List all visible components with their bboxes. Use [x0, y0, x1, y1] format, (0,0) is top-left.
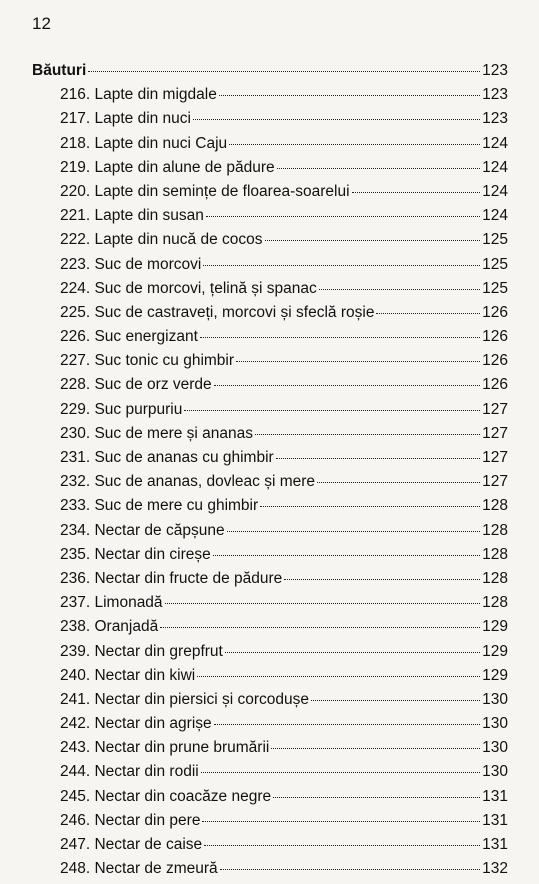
dot-leader — [227, 531, 481, 532]
dot-leader — [206, 216, 480, 217]
toc-entry-title: 240. Nectar din kiwi — [60, 666, 196, 684]
toc-entries — [32, 86, 508, 884]
dot-leader — [184, 410, 480, 411]
toc-entry — [32, 643, 508, 667]
toc-entry-page: 125 — [482, 231, 508, 249]
dot-leader — [276, 458, 480, 459]
dot-leader — [193, 119, 480, 120]
toc-entry — [32, 497, 508, 521]
toc-entry-page: 126 — [482, 376, 508, 394]
toc-entry-title: 230. Suc de mere și ananas — [60, 424, 254, 442]
toc-entry-page: 130 — [482, 715, 508, 733]
toc-entry-page: 128 — [482, 497, 508, 515]
dot-leader — [197, 676, 480, 677]
toc-entry — [32, 763, 508, 787]
toc-entry-title: 239. Nectar din grepfrut — [60, 642, 223, 660]
toc-entry-page: 129 — [482, 642, 508, 660]
dot-leader — [165, 603, 481, 604]
toc-entry — [32, 691, 508, 715]
toc-entry-page: 131 — [482, 787, 508, 805]
toc-entry — [32, 594, 508, 618]
toc-entry — [32, 135, 508, 159]
toc-entry-title: 245. Nectar din coacăze negre — [60, 787, 272, 805]
toc-entry-page: 129 — [482, 666, 508, 684]
toc-entry-title: 233. Suc de mere cu ghimbir — [60, 497, 259, 515]
toc-entry-page: 131 — [482, 836, 508, 853]
toc-entry-title: 229. Suc purpuriu — [60, 400, 183, 418]
dot-leader — [236, 361, 480, 362]
section-page-number: 123 — [482, 62, 508, 79]
toc-entry — [32, 159, 508, 183]
toc-entry-page: 124 — [482, 182, 508, 200]
toc-entry — [32, 836, 508, 860]
dot-leader — [202, 821, 480, 822]
dot-leader — [376, 313, 480, 314]
toc-entry-title: 237. Limonadă — [60, 594, 163, 612]
toc-entry — [32, 425, 508, 449]
toc-entry-page: 127 — [482, 424, 508, 442]
toc-entry-title: 234. Nectar de căpșune — [60, 521, 225, 539]
toc-entry — [32, 860, 508, 884]
dot-leader — [204, 845, 480, 846]
toc-entry — [32, 788, 508, 812]
toc-entry-title: 244. Nectar din rodii — [60, 763, 199, 781]
toc-entry-page: 127 — [482, 449, 508, 466]
toc-entry-page: 123 — [482, 110, 508, 128]
toc-entry-title: 224. Suc de morcovi, țelină și spanac — [60, 279, 317, 297]
toc-entry-title: 217. Lapte din nuci — [60, 110, 191, 128]
toc-entry-page: 124 — [482, 134, 508, 152]
toc-entry-page: 128 — [482, 594, 508, 612]
toc-entry-page: 124 — [482, 158, 508, 176]
toc-entry — [32, 401, 508, 425]
toc-entry — [32, 449, 508, 473]
dot-leader — [271, 748, 480, 749]
toc-entry-title: 243. Nectar din prune brumării — [60, 739, 270, 757]
dot-leader — [200, 337, 480, 338]
toc-entry-title: 216. Lapte din migdale — [60, 86, 217, 104]
toc-entry-page: 125 — [482, 279, 508, 297]
dot-leader — [225, 652, 480, 653]
section-title: Băuturi — [32, 62, 87, 79]
toc-entry — [32, 256, 508, 280]
toc-entry-page: 126 — [482, 328, 508, 346]
dot-leader — [201, 772, 480, 773]
toc-entry-page: 132 — [482, 860, 508, 878]
dot-leader — [160, 627, 480, 628]
dot-leader — [229, 144, 480, 145]
toc-entry — [32, 304, 508, 328]
toc-entry-title: 226. Suc energizant — [60, 328, 198, 346]
toc-entry-title: 228. Suc de orz verde — [60, 376, 212, 394]
toc-entry-page: 125 — [482, 255, 508, 273]
toc-entry-page: 130 — [482, 739, 508, 757]
toc-entry-title: 220. Lapte din semințe de floarea-soarelui — [60, 182, 350, 200]
toc-entry — [32, 352, 508, 376]
toc-entry — [32, 110, 508, 134]
toc-entry-title: 246. Nectar din pere — [60, 811, 201, 829]
toc-entry — [32, 86, 508, 110]
toc-entry-page: 131 — [482, 811, 508, 829]
dot-leader — [214, 385, 480, 386]
toc-entry-page: 127 — [482, 400, 508, 418]
toc-entry-title: 218. Lapte din nuci Caju — [60, 134, 228, 152]
toc-entry-title: 231. Suc de ananas cu ghimbir — [60, 449, 274, 466]
dot-leader — [277, 168, 481, 169]
toc-entry-page: 126 — [482, 352, 508, 370]
toc-entry — [32, 207, 508, 231]
toc-entry-title: 219. Lapte din alune de pădure — [60, 158, 275, 176]
toc-entry — [32, 715, 508, 739]
toc-entry-title: 222. Lapte din nucă de cocos — [60, 231, 263, 249]
toc-entry-title: 238. Oranjadă — [60, 618, 159, 636]
toc-entry-title: 232. Suc de ananas, dovleac și mere — [60, 473, 316, 491]
dot-leader — [317, 482, 480, 483]
toc-entry-title: 235. Nectar din cireșe — [60, 545, 211, 563]
toc-entry — [32, 183, 508, 207]
toc-entry — [32, 546, 508, 570]
toc-entry-title: 221. Lapte din susan — [60, 207, 204, 225]
dot-leader — [319, 289, 480, 290]
dot-leader — [273, 797, 480, 798]
toc-entry — [32, 376, 508, 400]
toc-entry-title: 248. Nectar de zmeură — [60, 860, 218, 878]
table-of-contents — [32, 62, 508, 884]
dot-leader — [88, 71, 480, 72]
toc-entry — [32, 739, 508, 763]
toc-entry-page: 123 — [482, 86, 508, 104]
toc-entry — [32, 570, 508, 594]
dot-leader — [284, 579, 480, 580]
dot-leader — [214, 724, 480, 725]
toc-entry-title: 241. Nectar din piersici și corcodușe — [60, 690, 309, 708]
toc-entry-page: 127 — [482, 473, 508, 491]
toc-entry — [32, 473, 508, 497]
dot-leader — [213, 555, 480, 556]
toc-entry-title: 247. Nectar de caise — [60, 836, 203, 853]
toc-section-heading — [32, 62, 508, 86]
toc-entry — [32, 667, 508, 691]
toc-entry — [32, 328, 508, 352]
toc-entry-page: 130 — [482, 690, 508, 708]
toc-entry — [32, 280, 508, 304]
toc-entry — [32, 522, 508, 546]
toc-entry — [32, 812, 508, 836]
toc-entry-page: 124 — [482, 207, 508, 225]
dot-leader — [260, 506, 480, 507]
toc-entry-title: 223. Suc de morcovi — [60, 255, 202, 273]
toc-entry-title: 242. Nectar din agrișe — [60, 715, 212, 733]
toc-entry-title: 227. Suc tonic cu ghimbir — [60, 352, 235, 370]
toc-entry — [32, 231, 508, 255]
toc-entry-page: 129 — [482, 618, 508, 636]
dot-leader — [265, 240, 481, 241]
toc-entry-page: 128 — [482, 545, 508, 563]
toc-entry — [32, 618, 508, 642]
page-number: 12 — [32, 14, 51, 33]
toc-entry-title: 225. Suc de castraveți, morcovi și sfeclă roșie — [60, 303, 375, 321]
dot-leader — [220, 869, 480, 870]
toc-entry-page: 126 — [482, 303, 508, 321]
dot-leader — [219, 95, 480, 96]
toc-entry-page: 128 — [482, 521, 508, 539]
dot-leader — [203, 265, 480, 266]
toc-entry-page: 128 — [482, 569, 508, 587]
dot-leader — [311, 700, 480, 701]
toc-entry-title: 236. Nectar din fructe de pădure — [60, 569, 283, 587]
dot-leader — [255, 434, 480, 435]
toc-entry-page: 130 — [482, 763, 508, 781]
dot-leader — [352, 192, 481, 193]
